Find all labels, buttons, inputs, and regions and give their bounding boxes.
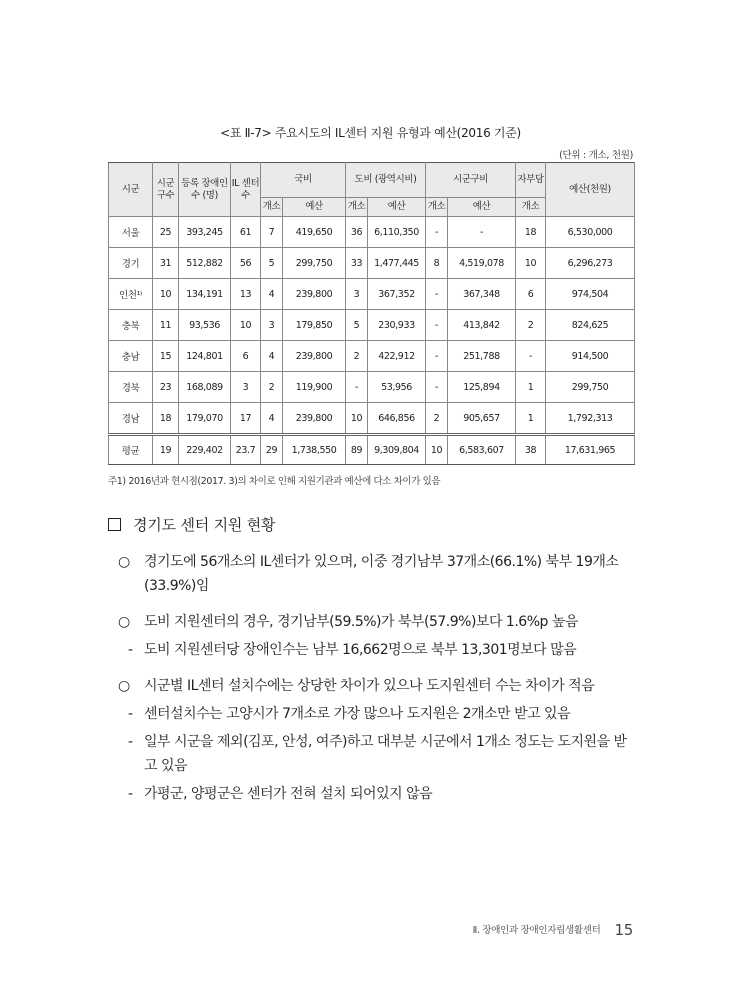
cell-registered: 93,536	[179, 310, 231, 341]
subheader-count: 개소	[516, 198, 546, 217]
cell-provincial-budget: 367,352	[368, 279, 426, 310]
cell-district-count: 10	[153, 279, 179, 310]
cell-provincial-count: 10	[346, 403, 368, 435]
table-caption: <표 Ⅱ-7> 주요시도의 IL센터 지원 유형과 예산(2016 기준)	[220, 126, 521, 140]
header-national-fund: 국비	[261, 163, 346, 198]
cell-municipal-budget: 251,788	[448, 341, 516, 372]
table-row-average	[109, 435, 635, 465]
subheader-count: 개소	[426, 198, 448, 217]
circle-bullet-icon: ○	[118, 554, 130, 570]
sub-bullet-text: 일부 시군을 제외(김포, 안성, 여주)하고 대부분 시군에서 1개소 정도는 도지원을 받고 있음	[144, 734, 627, 774]
page-number: 15	[614, 921, 633, 939]
cell-municipal-count: 2	[426, 403, 448, 435]
cell-self-funded: 18	[516, 217, 546, 248]
cell-il-centers: 23.7	[231, 435, 261, 465]
cell-municipal-count: 10	[426, 435, 448, 465]
cell-self-funded: 10	[516, 248, 546, 279]
square-bullet-icon	[108, 518, 121, 531]
cell-national-budget: 239,800	[283, 341, 346, 372]
cell-provincial-count: 33	[346, 248, 368, 279]
cell-provincial-budget: 422,912	[368, 341, 426, 372]
cell-total-budget: 6,530,000	[546, 217, 635, 248]
bullet-text: 도비 지원센터의 경우, 경기남부(59.5%)가 북부(57.9%)보다 1.6%p 높음	[144, 614, 578, 630]
cell-provincial-budget: 1,477,445	[368, 248, 426, 279]
cell-il-centers: 56	[231, 248, 261, 279]
cell-region: 경북	[109, 372, 153, 403]
cell-municipal-count: -	[426, 279, 448, 310]
cell-national-count: 7	[261, 217, 283, 248]
cell-total-budget: 6,296,273	[546, 248, 635, 279]
cell-district-count: 18	[153, 403, 179, 435]
cell-total-budget: 914,500	[546, 341, 635, 372]
cell-municipal-budget: 905,657	[448, 403, 516, 435]
dash-bullet-icon: -	[128, 706, 133, 722]
cell-municipal-count: -	[426, 310, 448, 341]
subheader-count: 개소	[261, 198, 283, 217]
cell-national-count: 4	[261, 279, 283, 310]
cell-provincial-count: 89	[346, 435, 368, 465]
cell-provincial-count: 3	[346, 279, 368, 310]
cell-national-budget: 179,850	[283, 310, 346, 341]
cell-district-count: 31	[153, 248, 179, 279]
sub-bullet-item	[118, 730, 638, 778]
header-provincial-fund: 도비 (광역시비)	[346, 163, 426, 198]
table-footnote: 주1) 2016년과 현시점(2017. 3)의 차이로 인해 지원기관과 예산에 다소 차이가 있음	[108, 476, 441, 487]
cell-municipal-count: -	[426, 341, 448, 372]
cell-municipal-budget: -	[448, 217, 516, 248]
cell-national-count: 2	[261, 372, 283, 403]
subheader-budget: 예산	[368, 198, 426, 217]
cell-registered: 134,191	[179, 279, 231, 310]
sub-bullet-text: 도비 지원센터당 장애인수는 남부 16,662명으로 북부 13,301명보다 많음	[144, 642, 577, 658]
bullet-text: 시군별 IL센터 설치수에는 상당한 차이가 있으나 도지원센터 수는 차이가 적음	[144, 678, 595, 694]
table-row	[109, 310, 635, 341]
table-unit-note: (단위 : 개소, 천원)	[559, 150, 633, 161]
cell-il-centers: 3	[231, 372, 261, 403]
cell-region: 인천¹⁾	[109, 279, 153, 310]
cell-self-funded: -	[516, 341, 546, 372]
cell-total-budget: 17,631,965	[546, 435, 635, 465]
cell-il-centers: 61	[231, 217, 261, 248]
cell-provincial-budget: 9,309,804	[368, 435, 426, 465]
sub-bullet-item	[118, 702, 638, 726]
cell-region: 평균	[109, 435, 153, 465]
cell-registered: 124,801	[179, 341, 231, 372]
cell-self-funded: 6	[516, 279, 546, 310]
header-district-count: 시군구수	[153, 163, 179, 217]
dash-bullet-icon: -	[128, 642, 133, 658]
bullet-list	[118, 550, 638, 806]
cell-national-budget: 419,650	[283, 217, 346, 248]
cell-municipal-budget: 6,583,607	[448, 435, 516, 465]
cell-national-budget: 299,750	[283, 248, 346, 279]
cell-registered: 512,882	[179, 248, 231, 279]
cell-registered: 393,245	[179, 217, 231, 248]
cell-self-funded: 2	[516, 310, 546, 341]
table-row	[109, 372, 635, 403]
cell-national-count: 29	[261, 435, 283, 465]
header-il-centers: IL 센터수	[231, 163, 261, 217]
cell-provincial-count: 2	[346, 341, 368, 372]
cell-il-centers: 13	[231, 279, 261, 310]
cell-municipal-count: -	[426, 372, 448, 403]
cell-provincial-budget: 6,110,350	[368, 217, 426, 248]
cell-district-count: 25	[153, 217, 179, 248]
bullet-text: 경기도에 56개소의 IL센터가 있으며, 이중 경기남부 37개소(66.1%) 북부 19개소 (33.9%)임	[144, 554, 619, 594]
cell-self-funded: 38	[516, 435, 546, 465]
bullet-item	[118, 674, 638, 698]
cell-municipal-budget: 4,519,078	[448, 248, 516, 279]
circle-bullet-icon: ○	[118, 614, 130, 630]
section-heading	[108, 514, 275, 535]
cell-national-budget: 119,900	[283, 372, 346, 403]
cell-region: 충남	[109, 341, 153, 372]
subheader-budget: 예산	[283, 198, 346, 217]
cell-region: 충북	[109, 310, 153, 341]
cell-total-budget: 299,750	[546, 372, 635, 403]
cell-national-budget: 239,800	[283, 403, 346, 435]
cell-provincial-count: 5	[346, 310, 368, 341]
circle-bullet-icon: ○	[118, 678, 130, 694]
cell-municipal-count: -	[426, 217, 448, 248]
cell-provincial-budget: 53,956	[368, 372, 426, 403]
cell-district-count: 15	[153, 341, 179, 372]
cell-national-budget: 1,738,550	[283, 435, 346, 465]
subheader-count: 개소	[346, 198, 368, 217]
cell-district-count: 11	[153, 310, 179, 341]
cell-total-budget: 974,504	[546, 279, 635, 310]
cell-provincial-budget: 230,933	[368, 310, 426, 341]
cell-self-funded: 1	[516, 372, 546, 403]
cell-region: 서울	[109, 217, 153, 248]
cell-municipal-budget: 125,894	[448, 372, 516, 403]
cell-district-count: 19	[153, 435, 179, 465]
cell-region: 경기	[109, 248, 153, 279]
section-heading-text: 경기도 센터 지원 현황	[133, 516, 276, 534]
cell-municipal-budget: 367,348	[448, 279, 516, 310]
cell-total-budget: 1,792,313	[546, 403, 635, 435]
cell-national-budget: 239,800	[283, 279, 346, 310]
cell-registered: 179,070	[179, 403, 231, 435]
cell-registered: 168,089	[179, 372, 231, 403]
table-row	[109, 403, 635, 435]
cell-provincial-count: 36	[346, 217, 368, 248]
cell-il-centers: 10	[231, 310, 261, 341]
table-row	[109, 341, 635, 372]
sub-bullet-text: 센터설치수는 고양시가 7개소로 가장 많으나 도지원은 2개소만 받고 있음	[144, 706, 571, 722]
il-center-support-table	[108, 162, 635, 465]
dash-bullet-icon: -	[128, 786, 133, 802]
table-row	[109, 248, 635, 279]
cell-provincial-count: -	[346, 372, 368, 403]
sub-bullet-text: 가평군, 양평군은 센터가 전혀 설치 되어있지 않음	[144, 786, 433, 802]
cell-provincial-budget: 646,856	[368, 403, 426, 435]
cell-municipal-count: 8	[426, 248, 448, 279]
cell-national-count: 4	[261, 403, 283, 435]
header-municipal-fund: 시군구비	[426, 163, 516, 198]
header-self-funded: 자부담	[516, 163, 546, 198]
table-row	[109, 279, 635, 310]
sub-bullet-item	[118, 782, 638, 806]
cell-il-centers: 6	[231, 341, 261, 372]
bullet-item	[118, 550, 638, 598]
header-total-budget: 예산(천원)	[546, 163, 635, 217]
cell-municipal-budget: 413,842	[448, 310, 516, 341]
sub-bullet-item	[118, 638, 638, 662]
bullet-item	[118, 610, 638, 634]
cell-self-funded: 1	[516, 403, 546, 435]
header-region: 시군	[109, 163, 153, 217]
cell-region: 경남	[109, 403, 153, 435]
cell-il-centers: 17	[231, 403, 261, 435]
table-row	[109, 217, 635, 248]
page-footer	[473, 921, 633, 939]
header-registered-disabled: 등록 장애인수 (명)	[179, 163, 231, 217]
dash-bullet-icon: -	[128, 734, 133, 750]
cell-national-count: 4	[261, 341, 283, 372]
cell-national-count: 5	[261, 248, 283, 279]
footer-chapter-title: Ⅱ. 장애인과 장애인자립생활센터	[472, 925, 601, 936]
subheader-budget: 예산	[448, 198, 516, 217]
cell-district-count: 23	[153, 372, 179, 403]
cell-total-budget: 824,625	[546, 310, 635, 341]
cell-registered: 229,402	[179, 435, 231, 465]
cell-national-count: 3	[261, 310, 283, 341]
